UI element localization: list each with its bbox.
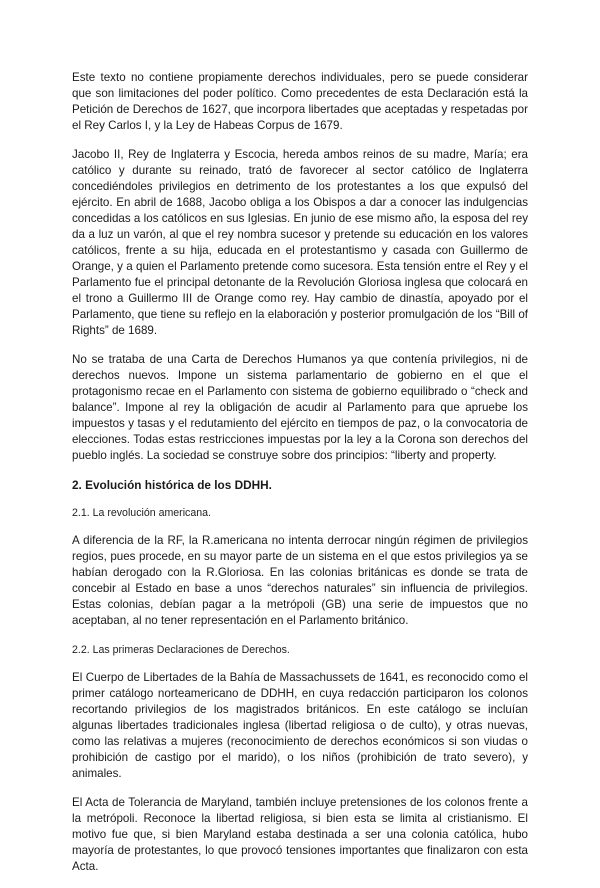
document-page xyxy=(72,70,528,888)
subsection-title-american-revolution: 2.1. La revolución americana. xyxy=(72,507,211,519)
paragraph-maryland: El Acta de Tolerancia de Maryland, también incluye pretensiones de los colonos frente a la metrópoli. Reconoce la libertad religiosa, si bien esta se limita al cristianismo. El motivo fue que, si bien Maryland estaba destinada a ser una colonia católica, hubo mayoría de protestantes, lo que provocó tensiones importantes que finalizaron con esta Acta. xyxy=(72,796,528,873)
paragraph-american-revolution: A diferencia de la RF, la R.americana no intenta derrocar ningún régimen de privilegios regios, pues procede, en su mayor parte de un sistema en el que estos privilegios ya se habían derogado con la R.Gloriosa. En las colonias británicas es donde se trata de concebir al Estado en base a unos “derechos naturales” sin influencia de privilegios. Estas colonias, debían pagar a la metrópoli (GB) una serie de impuestos que no aceptaban, al no tener representación en el Parlamento británico. xyxy=(72,534,528,627)
paragraph-massachusetts: El Cuerpo de Libertades de la Bahía de Massachussets de 1641, es reconocido como el primer catálogo norteamericano de DDHH, en cuya redacción participaron los colonos recortando privilegios de los magistrados británicos. En este catálogo se incluían algunas libertades tradicionales inglesa (libertad religiosa o de culto), y otras nuevas, como las relativas a mujeres (reconocimiento de derechos económicos si son viudas o prohibición de castigo por el marido), o los niños (prohibición de trato severo), y animales. xyxy=(72,671,528,780)
section-heading: 2. Evolución histórica de los DDHH. xyxy=(72,478,272,492)
paragraph-bill-of-rights-precedents: Este texto no contiene propiamente derechos individuales, pero se puede considerar que son limitaciones del poder político. Como precedentes de esta Declaración está la Petición de Derechos de 1627, que incorpora libertades que aceptadas y respetadas por el Rey Carlos I, y la Ley de Habeas Corpus de 1679. xyxy=(72,71,528,132)
paragraph-jacobo-ii: Jacobo II, Rey de Inglaterra y Escocia, hereda ambos reinos de su madre, María; era católico y durante su reinado, trató de favorecer al sector católico de Inglaterra concediéndoles privilegios en detrimento de los protestantes a los que expulsó del ejército. En abril de 1688, Jacobo obliga a los Obispos a dar a conocer las indulgencias concedidas a los católicos en sus Iglesias. En junio de ese mismo año, la esposa del rey da a luz un varón, al que el rey nombra sucesor y pretende su educación en los valores católicos, frente a su hija, educada en el protestantismo y casada con Guillermo de Orange, y a quien el Parlamento pretende como sucesora. Esta tensión entre el Rey y el Parlamento fue el principal detonante de la Revolución Gloriosa inglesa que colocará en el trono a Guillermo III de Orange como rey. Hay cambio de dinastía, apoyado por el Parlamento, que tiene su reflejo en la elaboración y posterior promulgación de los “Bill of Rights” de 1689. xyxy=(72,148,528,337)
paragraph-bill-of-rights-nature: No se trataba de una Carta de Derechos Humanos ya que contenía privilegios, ni de derechos nuevos. Impone un sistema parlamentario de gobierno en el que el protagonismo recae en el Parlamento con sistema de gobierno equilibrado o “check and balance”. Impone al rey la obligación de acudir al Parlamento para que apruebe los impuestos y tasas y el redutamiento del ejército en tiempos de paz, o la convocatoria de elecciones. Todas estas restricciones impuestas por la ley a la Corona son derechos del pueblo inglés. La sociedad se construye sobre dos principios: “liberty and property. xyxy=(72,353,528,462)
subsection-title-first-declarations: 2.2. Las primeras Declaraciones de Derechos. xyxy=(72,644,290,656)
